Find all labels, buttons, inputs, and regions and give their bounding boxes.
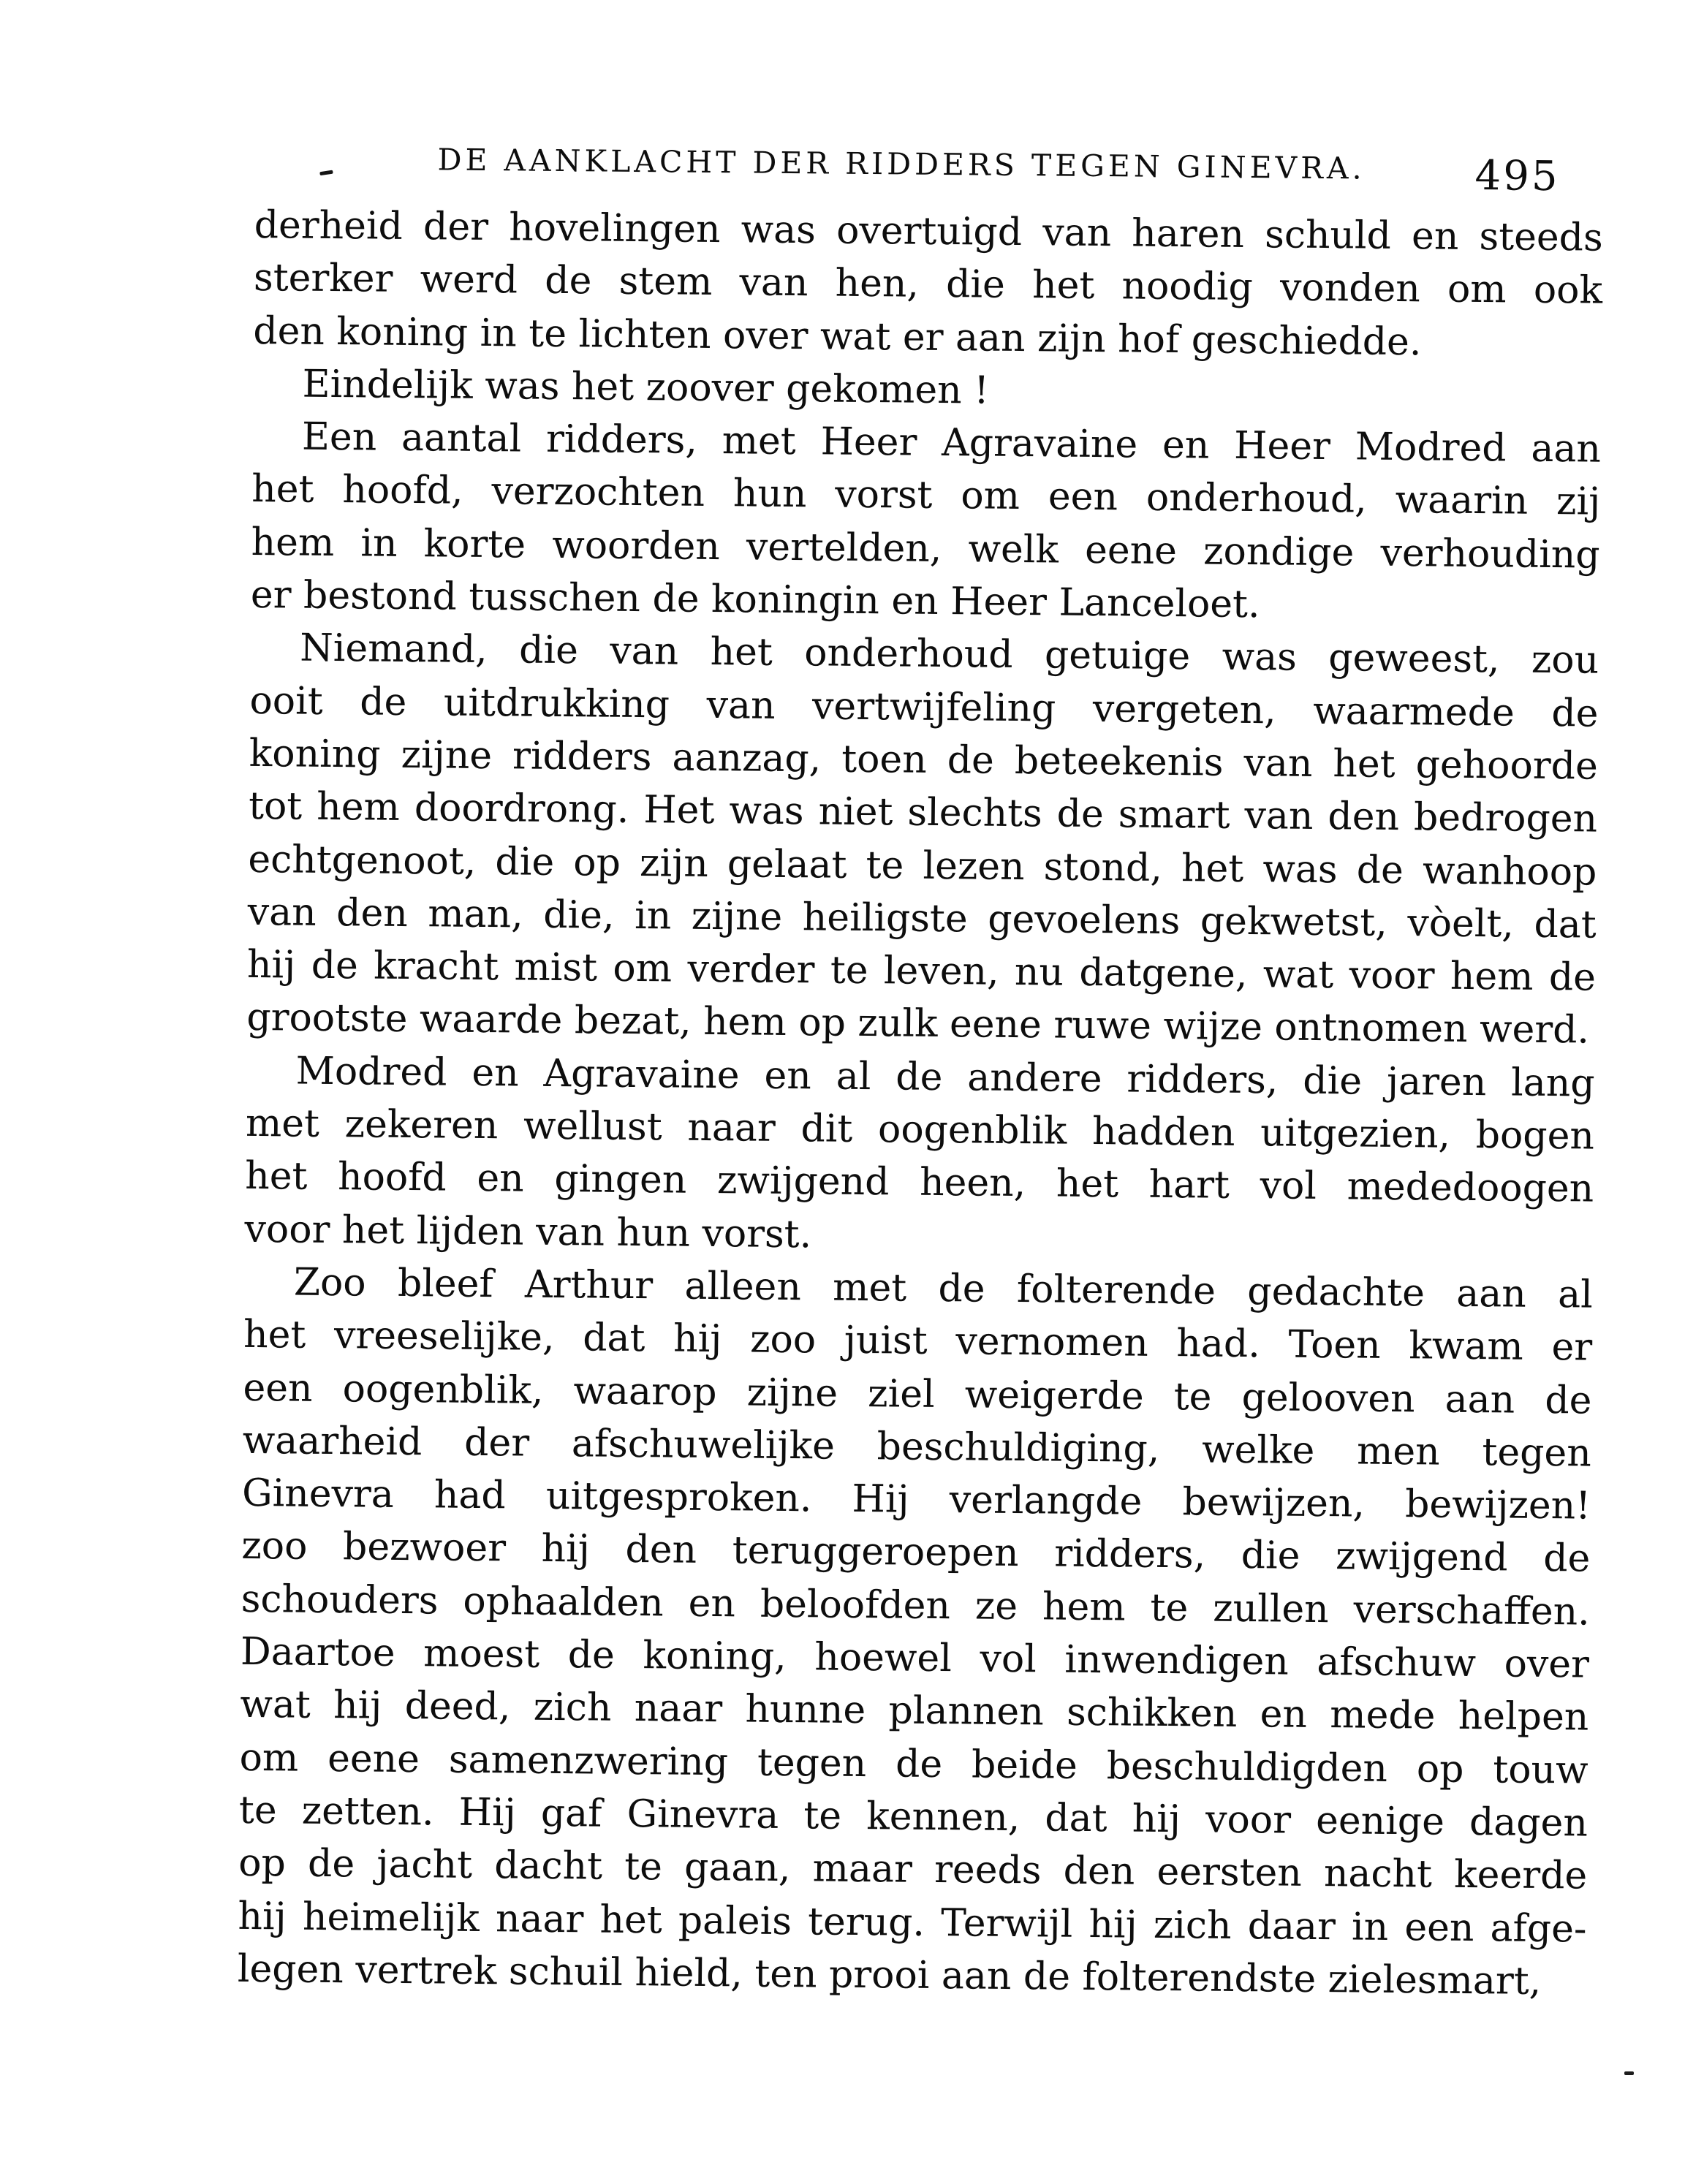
- text-line: Zoo bleef Arthur alleen met de folterende gedachte aan al: [293, 1260, 1594, 1317]
- text-line: het hoofd en gingen zwijgend heen, het hart vol mededoogen: [244, 1154, 1594, 1211]
- text-line: er bestond tusschen de koningin en Heer Lanceloet.: [250, 573, 1260, 627]
- text-line: met zekeren wellust naar dit oogenblik hadden uitgezien, bogen: [245, 1101, 1595, 1159]
- text-line: grootste waarde bezat, hem op zulk eene ruwe wijze ontnomen werd.: [246, 996, 1590, 1053]
- paragraph: [246, 621, 1599, 1057]
- body-text: [238, 199, 1604, 2009]
- text-line: Daartoe moest de koning, hoewel vol inwendigen afschuw over: [240, 1629, 1590, 1687]
- text-line: Eindelijk was het zoover gekomen !: [302, 362, 990, 413]
- text-line: Een aantal ridders, met Heer Agravaine en Heer Modred aan: [301, 414, 1602, 471]
- text-line: het vreeselijke, dat hij zoo juist vernomen had. Toen kwam er: [243, 1313, 1593, 1370]
- text-line: schouders ophaalden en beloofden ze hem te zullen verschaffen.: [241, 1577, 1590, 1634]
- text-line: derheid der hovelingen was overtuigd van haren schuld en steeds: [254, 202, 1603, 260]
- paragraph: [253, 199, 1603, 371]
- text-line: hij de kracht mist om verder te leven, nu datgene, wat voor hem de: [246, 943, 1597, 1000]
- paragraph: [244, 1044, 1595, 1269]
- text-line: den koning in te lichten over wat er aan zijn hof geschiedde.: [253, 308, 1422, 364]
- text-line: legen vertrek schuil hield, ten prooi aan de folterendste zielesmart,: [237, 1946, 1542, 2003]
- paragraph: [238, 1256, 1594, 2009]
- text-line: wat hij deed, zich naar hunne plannen schikken en mede helpen: [240, 1683, 1589, 1740]
- text-line: koning zijne ridders aanzag, toen de beteekenis van het gehoorde: [249, 731, 1599, 789]
- text-line: te zetten. Hij gaf Ginevra te kennen, dat hij voor eenige dagen: [238, 1788, 1588, 1846]
- paragraph: [251, 410, 1602, 634]
- text-line: tot hem doordrong. Het was niet slechts de smart van den bedrogen: [248, 784, 1598, 841]
- text-line: sterker werd de stem van hen, die het noodig vonden om ook: [253, 256, 1603, 313]
- text-line: voor het lijden van hun vorst.: [244, 1207, 812, 1256]
- text-line: van den man, die, in zijne heiligste gevoelens gekwetst, vòelt, dat: [247, 890, 1597, 947]
- text-line: hij heimelijk naar het paleis terug. Terwijl hij zich daar in een afge-: [238, 1894, 1587, 1952]
- page-header: [254, 136, 1604, 200]
- text-line: op de jacht dacht te gaan, maar reeds den eersten nacht keerde: [238, 1841, 1588, 1898]
- text-line: Ginevra had uitgesproken. Hij verlangde bewijzen, bewijzen!: [241, 1471, 1591, 1528]
- text-line: een oogenblik, waarop zijne ziel weigerde te gelooven aan de: [243, 1365, 1592, 1423]
- text-line: Modred en Agravaine en al de andere ridders, die jaren lang: [295, 1049, 1595, 1106]
- text-line: zoo bezwoer hij den teruggeroepen ridders, die zwijgend de: [241, 1524, 1591, 1582]
- text-line: ooit de uitdrukking van vertwijfeling vergeten, waarmede de: [249, 678, 1599, 736]
- ink-mark-artifact: [1624, 2071, 1634, 2075]
- text-line: echtgenoot, die op zijn gelaat te lezen stond, het was de wanhoop: [248, 837, 1597, 895]
- text-line: hem in korte woorden vertelden, welk eene zondige verhouding: [251, 520, 1600, 577]
- text-line: Niemand, die van het onderhoud getuige was geweest, zou: [299, 626, 1599, 683]
- text-line: het hoofd, verzochten hun vorst om een onderhoud, waarin zij: [251, 467, 1601, 525]
- text-line: waarheid der afschuwelijke beschuldiging, welke men tegen: [242, 1418, 1592, 1476]
- running-title: DE AANKLACHT DER RIDDERS TEGEN GINEVRA.: [437, 142, 1366, 186]
- page-number: 495: [1474, 151, 1560, 201]
- text-line: om eene samenzwering tegen de beide beschuldigden op touw: [239, 1735, 1588, 1793]
